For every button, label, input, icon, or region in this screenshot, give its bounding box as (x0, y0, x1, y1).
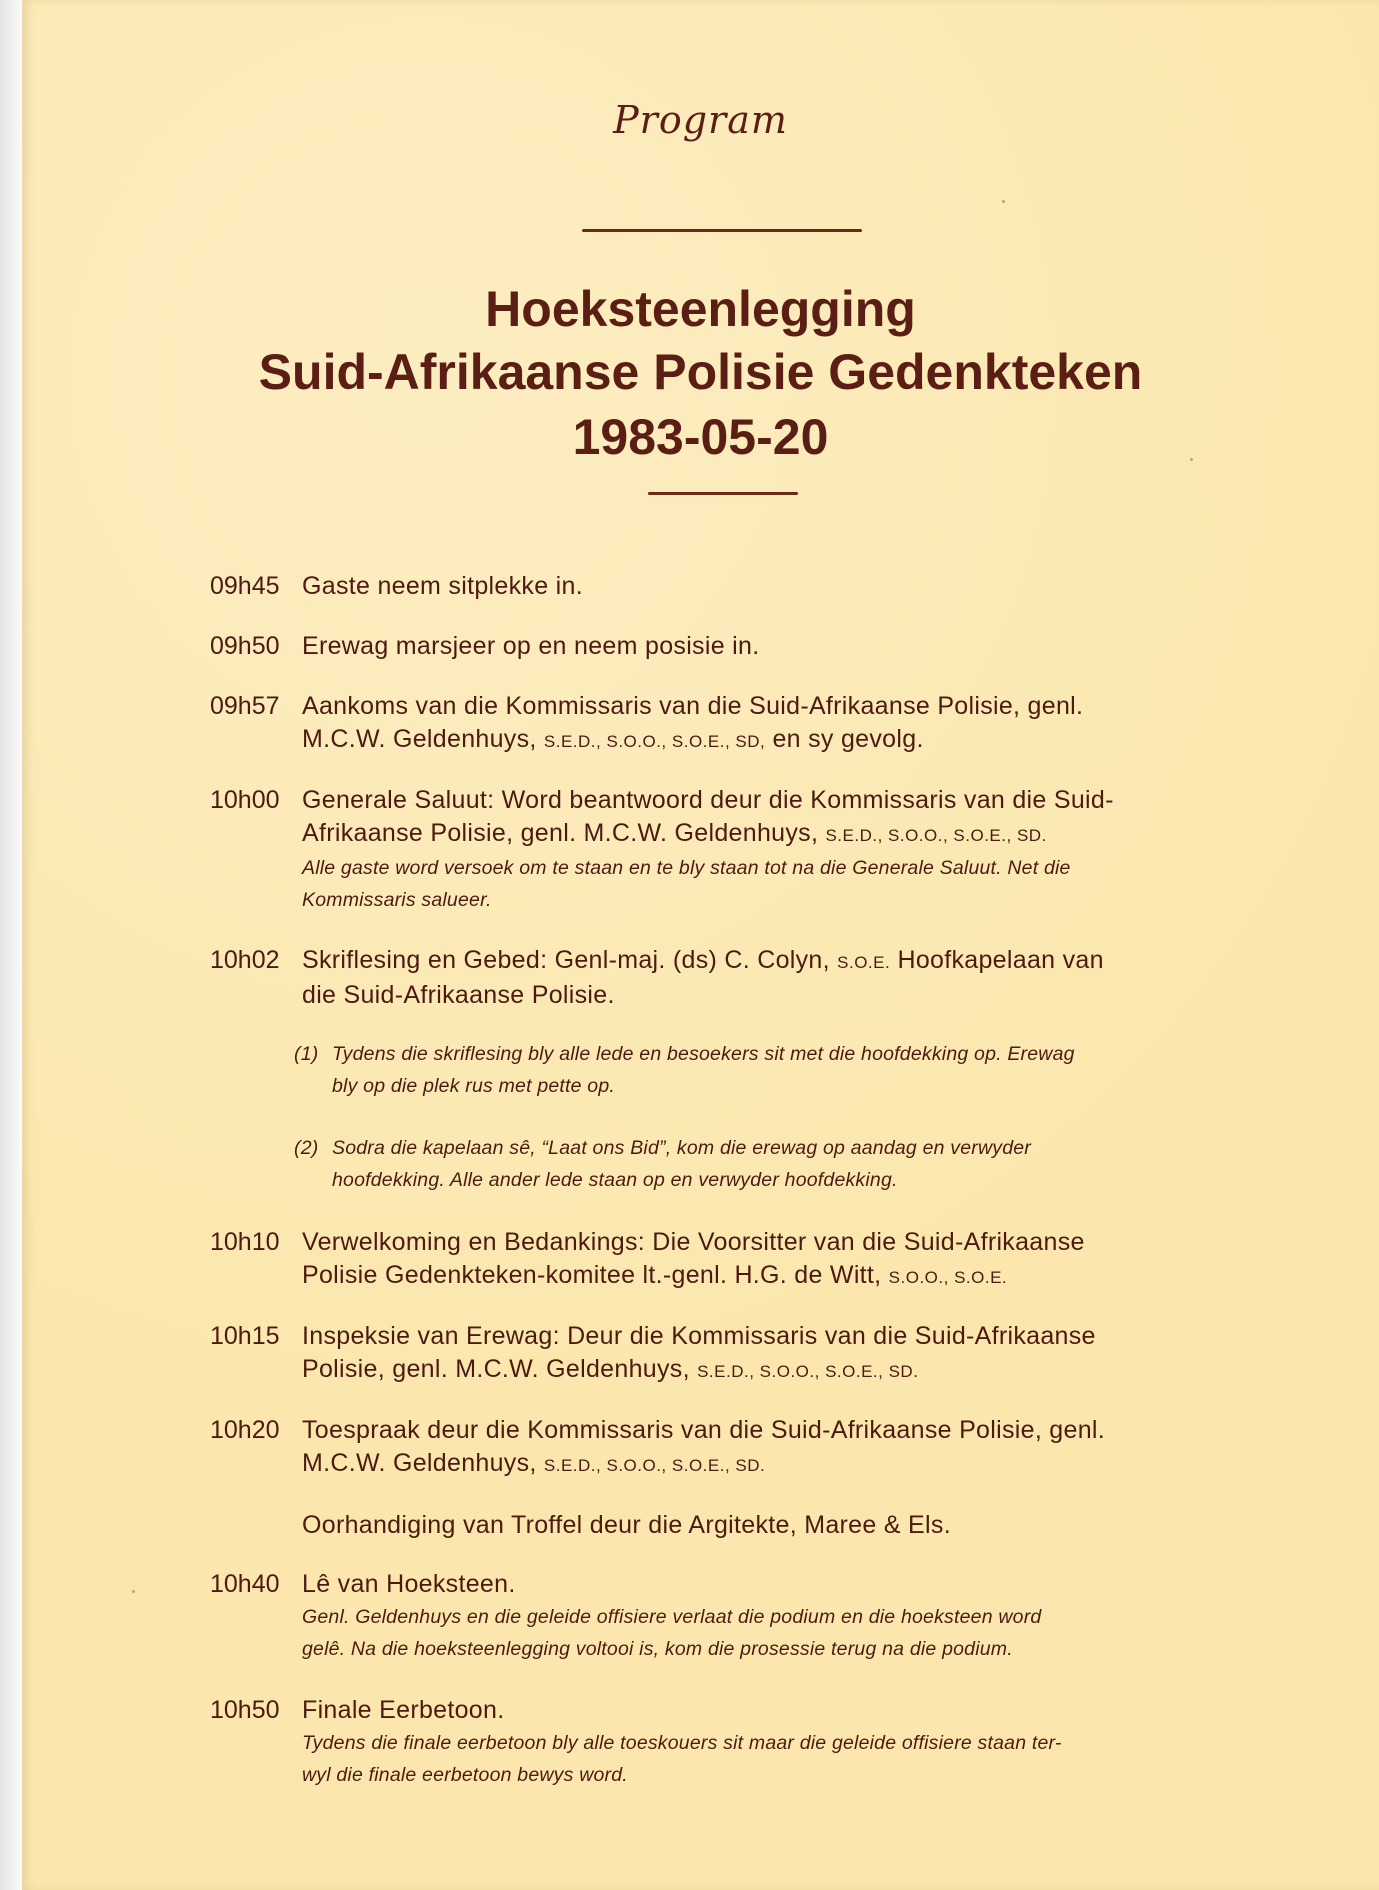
bottom-divider (648, 492, 798, 495)
item-time: 10h10 (210, 1228, 280, 1256)
item-text: Erewag marsjeer op en neem posisie in. (302, 632, 760, 660)
item-text (302, 690, 1262, 758)
paper-speck (1002, 200, 1005, 203)
item-note: Alle gaste word versoek om te staan en te bly staan tot na die Generale Saluut. Net die (302, 857, 1071, 879)
sub-instruction (294, 1132, 1254, 1196)
item-time: 09h50 (210, 632, 280, 660)
item-line: Aankoms van die Kommissaris van die Suid-Afrikaanse Polisie, genl. (302, 692, 1084, 720)
item-text (302, 1414, 1262, 1542)
item-line: Toespraak deur die Kommissaris van die Suid-Afrikaanse Polisie, genl. (302, 1416, 1106, 1444)
item-line-part: Polisie, genl. M.C.W. Geldenhuys, (302, 1355, 698, 1383)
item-line (302, 1353, 1262, 1388)
item-time: 10h02 (210, 946, 280, 974)
top-divider (582, 229, 862, 232)
item-line-part: M.C.W. Geldenhuys, (302, 1449, 544, 1477)
item-line: Inspeksie van Erewag: Deur die Kommissaris van die Suid-Afrikaanse (302, 1322, 1096, 1350)
decorations-text: S.E.D., S.O.O., S.O.E., SD. (543, 1456, 766, 1475)
sub-line: hoofdekking. Alle ander lede staan op en verwyder hoofdekking. (332, 1169, 898, 1191)
sub-number: (2) (294, 1137, 319, 1159)
item-line: Verwelkoming en Bedankings: Die Voorsitter van die Suid-Afrikaanse (302, 1228, 1085, 1256)
item-text (302, 944, 1262, 1012)
item-line: Generale Saluut: Word beantwoord deur die Kommissaris van die Suid- (302, 786, 1114, 814)
item-line-part: M.C.W. Geldenhuys, (302, 725, 544, 753)
item-line (302, 723, 1262, 758)
item-line-part: Polisie Gedenkteken-komitee lt.-genl. H.G. de Witt, (302, 1261, 889, 1289)
item-time: 10h40 (210, 1570, 280, 1598)
item-note: Genl. Geldenhuys en die geleide offisiere verlaat die podium en die hoeksteen word (302, 1606, 1042, 1628)
decorations-text: S.O.O., S.O.E. (888, 1268, 1008, 1287)
item-line: Lê van Hoeksteen. (302, 1570, 516, 1598)
item-line: Oorhandiging van Troffel deur die Argitekte, Maree & Els. (302, 1511, 951, 1539)
item-note: gelê. Na die hoeksteenlegging voltooi is, kom die prosessie terug na die podium. (302, 1638, 1013, 1660)
decorations-text: S.E.D., S.O.O., S.O.E., SD, (543, 732, 766, 751)
sub-line: bly op die plek rus met pette op. (332, 1075, 616, 1097)
decorations-text: S.E.D., S.O.O., S.O.E., SD. (825, 826, 1047, 845)
item-note: Kommissaris salueer. (302, 889, 492, 911)
item-text (302, 784, 1262, 916)
sub-line (294, 1038, 1254, 1070)
decorations-text: S.E.D., S.O.O., S.O.E., SD. (697, 1362, 919, 1381)
heading-date: 1983-05-20 (572, 409, 829, 465)
item-text (302, 1694, 1262, 1791)
sub-text: Tydens die skriflesing bly alle lede en besoekers sit met die hoofdekking op. Erewag (332, 1043, 1075, 1065)
item-time: 10h50 (210, 1696, 280, 1724)
item-time: 10h15 (210, 1322, 280, 1350)
item-line: die Suid-Afrikaanse Polisie. (302, 981, 615, 1009)
item-line (302, 1447, 1262, 1482)
item-text (302, 1320, 1262, 1388)
sub-instruction (294, 1038, 1254, 1102)
item-line (302, 1259, 1262, 1294)
item-line: Finale Eerbetoon. (302, 1696, 505, 1724)
program-title: Program (613, 98, 788, 142)
program-sheet (22, 0, 1379, 1890)
sub-line (294, 1132, 1254, 1164)
sub-text: Sodra die kapelaan sê, “Laat ons Bid”, kom die erewag op aandag en verwyder (332, 1137, 1032, 1159)
item-line-part: Skriflesing en Gebed: Genl-maj. (ds) C. Colyn, (302, 946, 838, 974)
item-note: Tydens die finale eerbetoon bly alle toeskouers sit maar die geleide offisiere staan ter- (302, 1732, 1062, 1754)
item-line-part: Hoofkapelaan van (890, 946, 1104, 974)
item-text (302, 1226, 1262, 1294)
item-line-part: Afrikaanse Polisie, genl. M.C.W. Geldenhuys, (302, 819, 826, 847)
item-line (302, 944, 1262, 979)
item-text: Gaste neem sitplekke in. (302, 572, 583, 600)
decorations-text: S.O.E. (837, 953, 891, 972)
item-line-part: en sy gevolg. (765, 725, 924, 753)
heading-line-1: Hoeksteenlegging (485, 281, 916, 337)
item-time: 10h00 (210, 786, 280, 814)
item-time: 10h20 (210, 1416, 280, 1444)
heading-line-2: Suid-Afrikaanse Polisie Gedenkteken (258, 344, 1143, 400)
item-time: 09h45 (210, 572, 280, 600)
sub-number: (1) (294, 1043, 319, 1065)
page-edge (0, 0, 22, 1890)
paper-speck (132, 1590, 135, 1593)
item-note: wyl die finale eerbetoon bewys word. (302, 1764, 628, 1786)
item-time: 09h57 (210, 692, 280, 720)
item-line (302, 817, 1262, 852)
item-text (302, 1568, 1262, 1665)
